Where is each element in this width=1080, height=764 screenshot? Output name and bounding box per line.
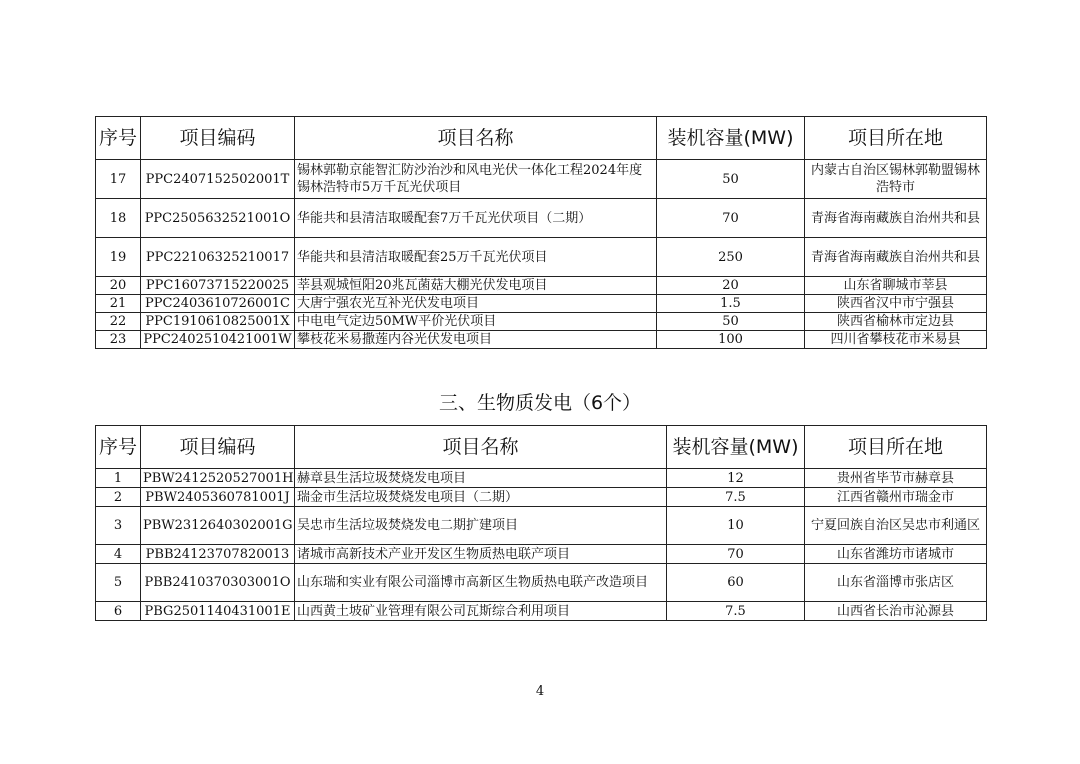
row-location: 山东省潍坊市诸城市 [805, 545, 987, 564]
row-code: PBB2410370303001O [141, 564, 295, 602]
row-code: PBW2412520527001H [141, 469, 295, 488]
header-capacity: 装机容量(MW) [657, 117, 805, 160]
table-row [96, 277, 987, 295]
table-header-row [96, 426, 987, 469]
table-row [96, 295, 987, 313]
table-row [96, 545, 987, 564]
row-code: PPC2402510421001W [141, 331, 295, 349]
row-name: 山东瑞和实业有限公司淄博市高新区生物质热电联产改造项目 [295, 564, 667, 602]
header-code: 项目编码 [141, 426, 295, 469]
row-name: 瑞金市生活垃圾焚烧发电项目（二期） [295, 488, 667, 507]
row-capacity: 60 [667, 564, 805, 602]
row-location: 青海省海南藏族自治州共和县 [805, 199, 987, 238]
table-row [96, 564, 987, 602]
row-code: PBG2501140431001E [141, 602, 295, 621]
row-name: 大唐宁强农光互补光伏发电项目 [295, 295, 657, 313]
row-capacity: 70 [657, 199, 805, 238]
row-code: PPC16073715220025 [141, 277, 295, 295]
row-capacity: 250 [657, 238, 805, 277]
row-capacity: 1.5 [657, 295, 805, 313]
row-location: 陕西省汉中市宁强县 [805, 295, 987, 313]
table-row [96, 488, 987, 507]
row-code: PPC22106325210017 [141, 238, 295, 277]
header-index: 序号 [96, 117, 141, 160]
header-name: 项目名称 [295, 426, 667, 469]
section-heading: 三、生物质发电（6个） [438, 392, 642, 414]
row-capacity: 20 [657, 277, 805, 295]
table-row [96, 331, 987, 349]
row-code: PBB24123707820013 [141, 545, 295, 564]
header-location: 项目所在地 [805, 426, 987, 469]
row-index: 19 [96, 238, 141, 277]
table-header-row [96, 117, 987, 160]
header-name: 项目名称 [295, 117, 657, 160]
row-name: 华能共和县清洁取暖配套25万千瓦光伏项目 [295, 238, 657, 277]
row-capacity: 100 [657, 331, 805, 349]
row-index: 23 [96, 331, 141, 349]
row-index: 18 [96, 199, 141, 238]
row-capacity: 7.5 [667, 488, 805, 507]
page-number: 4 [535, 684, 545, 699]
row-name: 莘县观城恒阳20兆瓦菌菇大棚光伏发电项目 [295, 277, 657, 295]
row-index: 20 [96, 277, 141, 295]
row-location: 山东省淄博市张店区 [805, 564, 987, 602]
row-index: 5 [96, 564, 141, 602]
table-row [96, 160, 987, 199]
table-row [96, 199, 987, 238]
row-capacity: 10 [667, 507, 805, 545]
header-index: 序号 [96, 426, 141, 469]
row-location: 四川省攀枝花市米易县 [805, 331, 987, 349]
row-code: PPC2505632521001O [141, 199, 295, 238]
row-name: 诸城市高新技术产业开发区生物质热电联产项目 [295, 545, 667, 564]
row-code: PPC1910610825001X [141, 313, 295, 331]
header-code: 项目编码 [141, 117, 295, 160]
row-location: 江西省赣州市瑞金市 [805, 488, 987, 507]
table-row [96, 313, 987, 331]
row-name: 赫章县生活垃圾焚烧发电项目 [295, 469, 667, 488]
row-index: 2 [96, 488, 141, 507]
row-code: PPC2403610726001C [141, 295, 295, 313]
row-index: 4 [96, 545, 141, 564]
row-name: 锡林郭勒京能智汇防沙治沙和风电光伏一体化工程2024年度锡林浩特市5万千瓦光伏项目 [295, 160, 657, 199]
row-location: 青海省海南藏族自治州共和县 [805, 238, 987, 277]
solar-projects-table [95, 116, 987, 349]
row-name: 中电电气定边50MW平价光伏项目 [295, 313, 657, 331]
row-location: 陕西省榆林市定边县 [805, 313, 987, 331]
table-row [96, 507, 987, 545]
table-row [96, 602, 987, 621]
row-code: PBW2312640302001G [141, 507, 295, 545]
row-capacity: 12 [667, 469, 805, 488]
row-location: 贵州省毕节市赫章县 [805, 469, 987, 488]
row-name: 吴忠市生活垃圾焚烧发电二期扩建项目 [295, 507, 667, 545]
row-location: 山西省长治市沁源县 [805, 602, 987, 621]
table-row [96, 469, 987, 488]
row-code: PPC2407152502001T [141, 160, 295, 199]
header-location: 项目所在地 [805, 117, 987, 160]
row-location: 宁夏回族自治区吴忠市利通区 [805, 507, 987, 545]
row-index: 22 [96, 313, 141, 331]
row-capacity: 7.5 [667, 602, 805, 621]
row-location: 山东省聊城市莘县 [805, 277, 987, 295]
row-capacity: 50 [657, 160, 805, 199]
row-name: 华能共和县清洁取暖配套7万千瓦光伏项目（二期） [295, 199, 657, 238]
biomass-projects-table [95, 425, 987, 621]
row-index: 21 [96, 295, 141, 313]
table-row [96, 238, 987, 277]
header-capacity: 装机容量(MW) [667, 426, 805, 469]
row-index: 17 [96, 160, 141, 199]
row-index: 1 [96, 469, 141, 488]
row-code: PBW2405360781001J [141, 488, 295, 507]
row-capacity: 70 [667, 545, 805, 564]
row-index: 3 [96, 507, 141, 545]
row-capacity: 50 [657, 313, 805, 331]
row-index: 6 [96, 602, 141, 621]
row-name: 攀枝花米易撒莲内谷光伏发电项目 [295, 331, 657, 349]
row-name: 山西黄土坡矿业管理有限公司瓦斯综合利用项目 [295, 602, 667, 621]
row-location: 内蒙古自治区锡林郭勒盟锡林浩特市 [805, 160, 987, 199]
